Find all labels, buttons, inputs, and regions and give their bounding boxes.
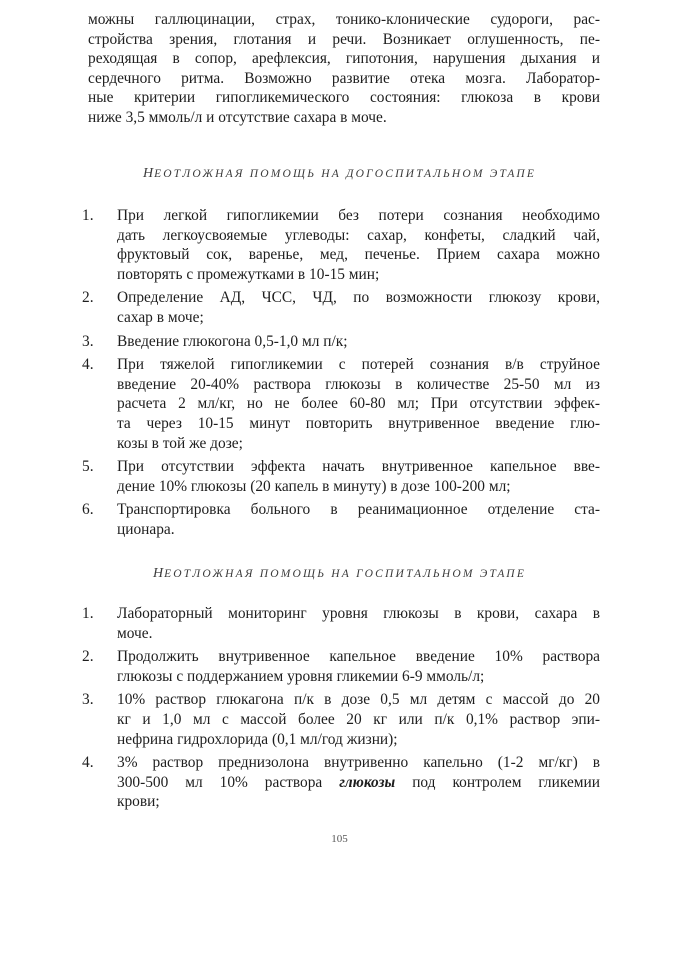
item-line: 10% раствор глюкагона п/к в дозе 0,5 мл детям с массой до 20 — [117, 691, 600, 709]
item-number: 2. — [82, 289, 94, 307]
item-line: 3% раствор преднизолона внутривенно капельно (1-2 мг/кг) в — [117, 754, 600, 772]
page-number: 105 — [331, 833, 348, 845]
item-number: 4. — [82, 754, 94, 772]
intro-paragraph — [88, 10, 600, 128]
item-line: При легкой гипогликемии без потери сознания необходимо — [117, 207, 600, 224]
item-line: ционара. — [117, 520, 175, 538]
item-line: кг и 1,0 мл с массой более 20 кг или п/к 0,1% раствор эпи- — [117, 710, 600, 728]
heading-text: ЕОТЛОЖНАЯ ПОМОЩЬ НА ГОСПИТАЛЬНОМ ЭТАПЕ — [164, 568, 527, 580]
intro-line: сердечного ритма. Возможно развитие отека мозга. Лаборатор- — [88, 69, 600, 87]
intro-line: ниже 3,5 ммоль/л и отсутствие сахара в моче. — [88, 108, 387, 126]
heading-initial: Н — [142, 166, 155, 181]
item-line: крови; — [117, 793, 160, 811]
item-line: Лабораторный мониторинг уровня глюкозы в крови, сахара в — [117, 605, 600, 622]
list-item — [80, 690, 600, 749]
list-item — [80, 288, 600, 327]
text-run: под контролем гликемии — [395, 773, 600, 791]
item-number: 4. — [82, 356, 94, 374]
item-line: При отсутствии эффекта начать внутривенное капельное вве- — [117, 458, 600, 476]
item-line: Продолжить внутривенное капельное введение 10% раствора — [117, 648, 600, 666]
section-heading-hospital — [0, 566, 679, 582]
heading-text: ЕОТЛОЖНАЯ ПОМОЩЬ НА ДОГОСПИТАЛЬНОМ ЭТАПЕ — [154, 168, 537, 180]
item-line: дение 10% глюкозы (20 капель в минуту) в дозе 100-200 мл; — [117, 477, 511, 495]
list-item — [80, 647, 600, 686]
item-number: 6. — [82, 501, 94, 519]
prehospital-steps-list — [80, 206, 600, 540]
intro-line: можны галлюцинации, страх, тонико-клонические судороги, рас- — [88, 11, 600, 28]
item-line: Определение АД, ЧСС, ЧД, по возможности глюкозу крови, — [117, 289, 600, 307]
text-run: 300-500 мл 10% раствора — [117, 773, 340, 791]
list-item — [80, 604, 600, 643]
list-item — [80, 500, 600, 539]
item-line: та через 10-15 минут повторить внутривенное введение глю- — [117, 414, 600, 432]
item-number: 3. — [82, 691, 94, 709]
list-item — [80, 355, 600, 453]
item-line: дать легкоусвояемые углеводы: сахар, конфеты, сладкий чай, — [117, 226, 600, 244]
item-line — [117, 773, 600, 793]
item-number: 3. — [82, 332, 94, 350]
emphasized-word: глюкозы — [339, 773, 396, 791]
list-item — [80, 206, 600, 284]
item-line: расчета 2 мл/кг, но не более 60-80 мл; При отсутствии эффек- — [117, 395, 600, 413]
item-number: 1. — [82, 207, 94, 224]
list-item — [80, 457, 600, 496]
item-line: Введение глюкогона 0,5-1,0 мл п/к; — [117, 332, 348, 350]
list-item — [80, 332, 600, 352]
item-line: моче. — [117, 624, 153, 642]
list-item — [80, 753, 600, 812]
item-line: нефрина гидрохлорида (0,1 мл/год жизни); — [117, 730, 398, 748]
item-line: козы в той же дозе; — [117, 434, 243, 452]
item-number: 5. — [82, 458, 94, 476]
item-line: фруктовый сок, варенье, мед, печенье. Прием сахара можно — [117, 246, 600, 264]
hospital-steps-list — [80, 604, 600, 812]
item-line: введение 20-40% раствора глюкозы в количестве 25-50 мл из — [117, 375, 600, 393]
item-line: сахар в моче; — [117, 308, 204, 326]
item-line: глюкозы с поддержанием уровня гликемии 6-9 ммоль/л; — [117, 667, 485, 685]
intro-line: стройства зрения, глотания и речи. Возникает оглушенность, пе- — [88, 30, 600, 48]
heading-initial: Н — [152, 566, 165, 581]
intro-line: ные критерии гипогликемического состояния: глюкоза в крови — [88, 89, 600, 107]
item-number: 2. — [82, 648, 94, 666]
item-line: Транспортировка больного в реанимационное отделение ста- — [117, 501, 600, 519]
item-line: При тяжелой гипогликемии с потерей сознания в/в струйное — [117, 356, 600, 374]
section-heading-prehospital — [0, 166, 679, 182]
item-number: 1. — [82, 605, 94, 622]
intro-line: реходящая в сопор, арефлексия, гипотония, нарушения дыхания и — [88, 50, 600, 68]
item-line: повторять с промежутками в 10-15 мин; — [117, 265, 380, 283]
